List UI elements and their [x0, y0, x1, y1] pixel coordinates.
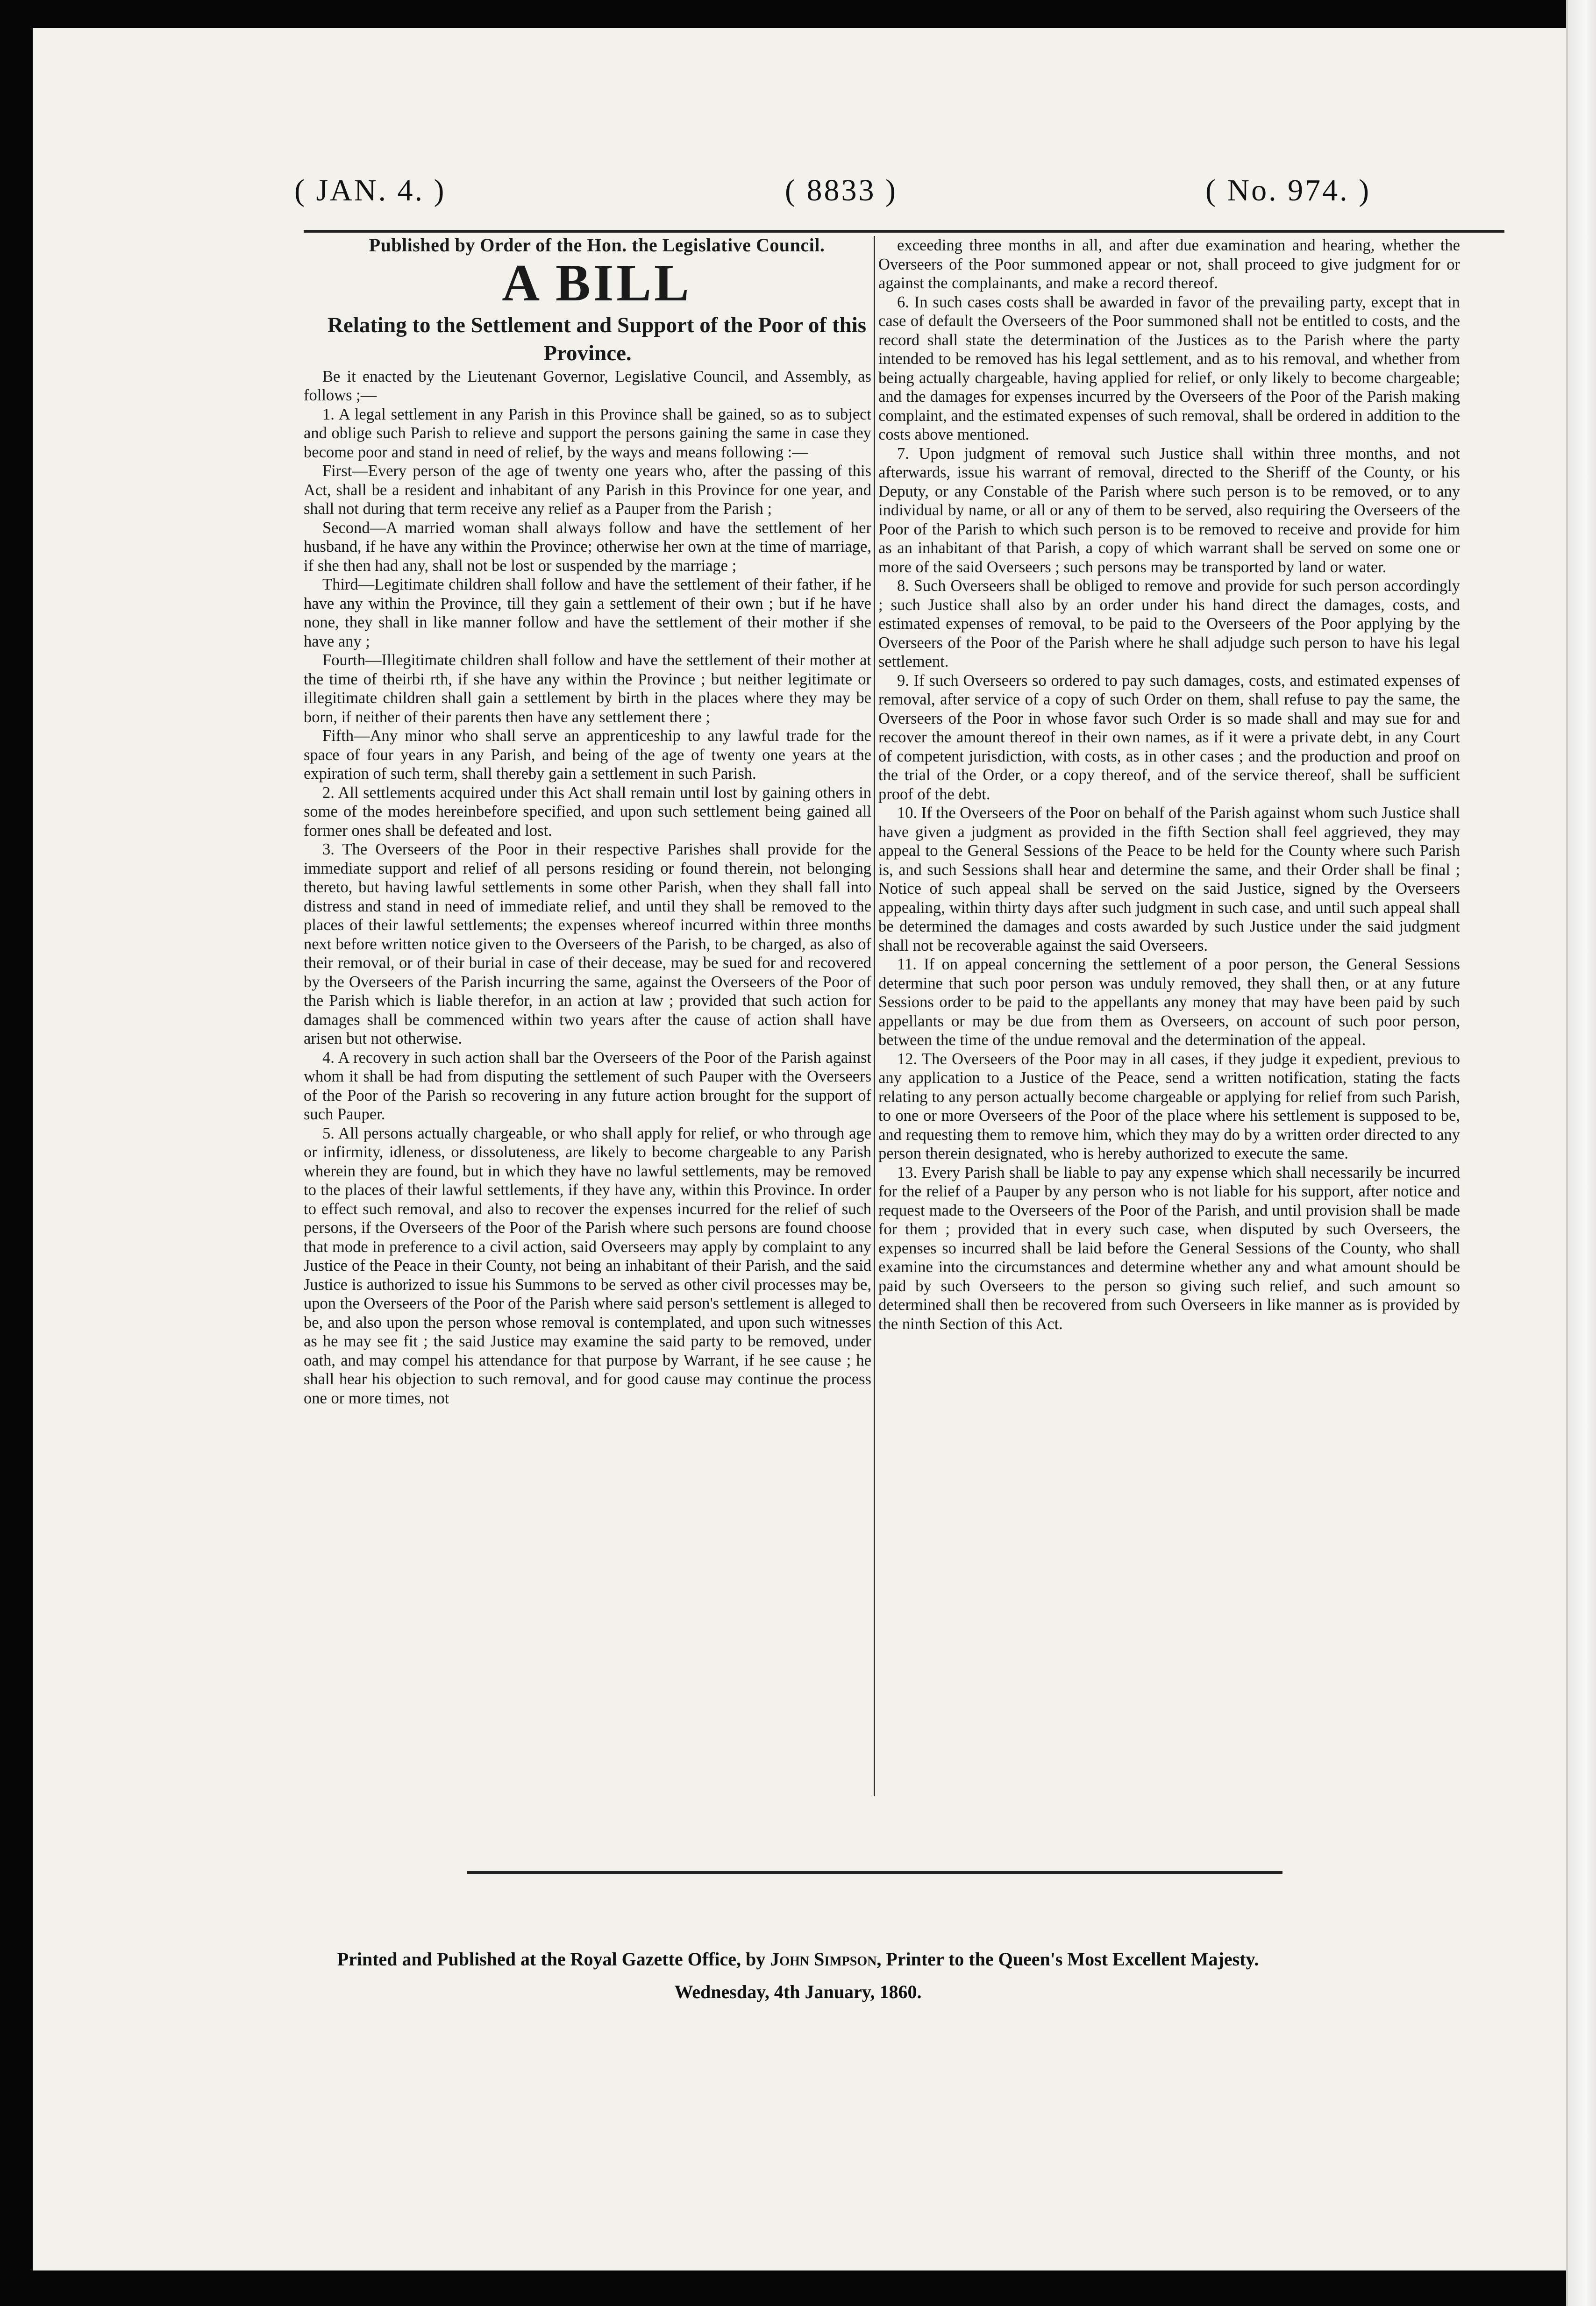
right-column — [878, 236, 1460, 1333]
bill-title: A BILL — [502, 254, 692, 312]
imprint-date: Wednesday, 4th January, 1860. — [674, 1981, 922, 2002]
bill-paragraph: 3. The Overseers of the Poor in their respective Parishes shall provide for the immediate support and relief of all persons residing or found therein, not belonging thereto, but having lawful settlements in some other Parish, when they shall fall into distress and stand in need of immediate relief, and until they shall be removed to the places of their lawful settlements; the expenses whereof incurred within three months next before written notice given to the Overseers of the Parish, to be charged, as also of their removal, or of their burial in case of their decease, may be sued for and recovered by the Overseers of the Parish incurring the same, against the Overseers of the Poor of the Parish which is liable therefor, in an action at law ; provided that such action for damages shall be commenced within two years after the cause of action shall have arisen but not otherwise. — [304, 840, 871, 1047]
bill-paragraph: 5. All persons actually chargeable, or who shall apply for relief, or who through age or infirmity, idleness, or dissoluteness, are likely to become chargeable to any Parish wherein they are found, but in which they have no lawful settlements, may be removed to the places of their lawful settlements, if they have any, within this Province. In order to effect such removal, and also to recover the expenses incurred for the relief of such persons, if the Overseers of the Poor of the Parish where such persons are found choose that mode in preference to a civil action, said Overseers may apply by complaint to any Justice of the Peace in their County, not being an inhabitant of their Parish, and the said Justice is authorized to issue his Summons to be served as other civil processes may be, upon the Overseers of the Poor of the Parish where said person's settlement is alleged to be, and also upon the person whose removal is contemplated, and upon such witnesses as he may see fit ; the said Justice may examine the said party to be removed, under oath, and may compel his attendance for that purpose by Warrant, if he see cause ; he shall hear his objection to such removal, and for good cause may continue the process one or more times, not — [304, 1124, 871, 1407]
bill-paragraph: 12. The Overseers of the Poor may in all cases, if they judge it expedient, previous to any application to a Justice of the Peace, send a written notification, stating the facts relating to any person actually become chargeable or applying for relief from such Parish, to one or more Overseers of the Poor of the place where his settlement is supposed to be, and requesting them to remove him, which they may do by a written order directed to any person therein designated, who is hereby authorized to execute the same. — [878, 1050, 1460, 1162]
bill-paragraph: 7. Upon judgment of removal such Justice shall within three months, and not afterwards, issue his warrant of removal, directed to the Sheriff of the County, or his Deputy, or any Constable of the Parish where such person is to be removed, or to any individual by name, or all or any of them to be served, also requiring the Overseers of the Poor of the Parish to which such person is to be removed to receive and provide for him as an inhabitant of that Parish, a copy of which warrant shall be served on some one or more of the said Overseers ; such persons may be transported by land or water. — [878, 444, 1460, 576]
bill-paragraph: 9. If such Overseers so ordered to pay such damages, costs, and estimated expenses of removal, after service of a copy of such Order on them, shall refuse to pay the same, the Overseers of the Poor in whose favor such Order is so made shall and may sue for and recover the amount thereof in their own names, as if it were a private debt, in any Court of competent jurisdiction, with costs, as in other cases ; and the production and proof on the trial of the Order, or a copy thereof, and of the service thereof, shall be sufficient proof of the debt. — [878, 671, 1460, 803]
column-divider — [874, 236, 875, 1796]
bill-paragraph: First—Every person of the age of twenty one years who, after the passing of this Act, shall be a resident and inhabitant of any Parish in this Province for one year, and shall not during that term receive any relief as a Pauper from the Parish ; — [304, 462, 871, 518]
imprint-line — [0, 1948, 1596, 1970]
page-header — [0, 173, 1596, 224]
header-bill-number: ( No. 974. ) — [1205, 173, 1371, 207]
imprint-prefix: Printed and Published at the Royal Gazette Office, by — [337, 1949, 766, 1970]
bill-subtitle: Relating to the Settlement and Support of the Poor of this Province. — [327, 313, 867, 365]
left-column-body — [304, 367, 871, 1408]
bill-paragraph: 13. Every Parish shall be liable to pay any expense which shall necessarily be incurred for the relief of a Pauper by any person who is not liable for his support, after notice and request made to the Overseers of the Poor of the Parish, and until provision shall be made for them ; provided that in every such case, when disputed by such Overseers, the expenses so incurred shall be laid before the General Sessions of the County, who shall examine into the circumstances and determine whether any and what amount should be paid by such Overseers to the person so giving such relief, and such amount so determined shall then be recovered from such Overseers in like manner as is provided by the ninth Section of this Act. — [878, 1163, 1460, 1333]
bill-paragraph: 4. A recovery in such action shall bar the Overseers of the Poor of the Parish against whom it shall be had from disputing the settlement of such Pauper with the Overseers of the Poor of the Parish so recovering in any future action brought for the support of such Pauper. — [304, 1048, 871, 1123]
bill-paragraph: 11. If on appeal concerning the settlement of a poor person, the General Sessions determine that such poor person was unduly removed, they shall then, or at any future Sessions order to be paid to the appellants any money that may have been paid by such appellants or may be due from them as Overseers, on account of such poor person, between the time of the undue removal and the determination of the appeal. — [878, 955, 1460, 1049]
bill-paragraph: 10. If the Overseers of the Poor on behalf of the Parish against whom such Justice shall have given a judgment as provided in the fifth Section shall feel aggrieved, they may appeal to the General Sessions of the Peace to be held for the County where such Parish is, and such Sessions shall hear and determine the same, and their Order shall be final ; Notice of such appeal shall be served on the said Justice, signed by the Overseers appealing, within thirty days after such judgment in such case, and until such appeal shall be determined the damages and costs awarded by such Justice under the said judgment shall not be recoverable against the said Overseers. — [878, 804, 1460, 954]
bill-paragraph: 6. In such cases costs shall be awarded in favor of the prevailing party, except that in case of default the Overseers of the Poor summoned shall not be entitled to costs, and the record shall state the determination of the Justices as to the Parish where the party intended to be removed has his legal settlement, and as to his removal, and whether from being actually chargeable, having applied for relief, or only likely to become chargeable; and the damages for expenses incurred by the Overseers of the Poor of the Parish making complaint, and the estimated expenses of such removal, shall be ordered in addition to the costs above mentioned. — [878, 293, 1460, 443]
imprint-suffix: , Printer to the Queen's Most Excellent Majesty. — [876, 1949, 1259, 1970]
left-column — [304, 236, 871, 1408]
bill-paragraph: Third—Legitimate children shall follow and have the settlement of their father, if he have any within the Province, till they gain a settlement of their own ; but if he have none, they shall in like manner follow and have the settlement of their mother if she have any ; — [304, 576, 871, 650]
bill-paragraph: 2. All settlements acquired under this Act shall remain until lost by gaining others in some of the modes hereinbefore specified, and upon such settlement being gained all former ones shall be defeated and lost. — [304, 783, 871, 840]
bill-paragraph: Fifth—Any minor who shall serve an apprenticeship to any lawful trade for the space of four years in any Parish, and being of the age of twenty one years at the expiration of such term, shall thereby gain a settlement in such Parish. — [304, 727, 871, 783]
header-page-number: ( 8833 ) — [785, 173, 898, 207]
header-date: ( JAN. 4. ) — [294, 173, 446, 207]
bill-paragraph: 8. Such Overseers shall be obliged to remove and provide for such person accordingly ; such Justice shall also by an order under his hand direct the damages, costs, and estimated expenses of removal, to be paid to the Overseers of the Poor applying by the Overseers of the Poor of the Parish where he shall adjudge such person to have his legal settlement. — [878, 577, 1460, 670]
bill-paragraph: Fourth—Illegitimate children shall follow and have the settlement of their mother at the time of theirbi rth, if she have any within the Province ; but neither legitimate or illegitimate children shall gain a settlement by birth in the places where they may be born, if neither of their parents then have any settlement there ; — [304, 651, 871, 726]
bill-paragraph: exceeding three months in all, and after due examination and hearing, whether the Overseers of the Poor summoned appear or not, shall proceed to give judgment for or against the complainants, and make a record thereof. — [878, 236, 1460, 292]
bill-paragraph: 1. A legal settlement in any Parish in this Province shall be gained, so as to subject and oblige such Parish to relieve and support the persons gaining the same in case they become poor and stand in need of relief, by the ways and means following :— — [304, 405, 871, 461]
header-rule — [304, 230, 1504, 233]
right-column-body — [878, 236, 1460, 1333]
bill-paragraph: Second—A married woman shall always follow and have the settlement of her husband, if he have any within the Province; otherwise her own at the time of marriage, if she then had any, shall not be lost or suspended by the marriage ; — [304, 519, 871, 575]
published-by-line: Published by Order of the Hon. the Legislative Council. — [369, 235, 825, 256]
bill-paragraph: Be it enacted by the Lieutenant Governor, Legislative Council, and Assembly, as follows ;— — [304, 367, 871, 404]
footer-rule — [467, 1871, 1282, 1874]
printer-name: John Simpson — [770, 1949, 877, 1970]
